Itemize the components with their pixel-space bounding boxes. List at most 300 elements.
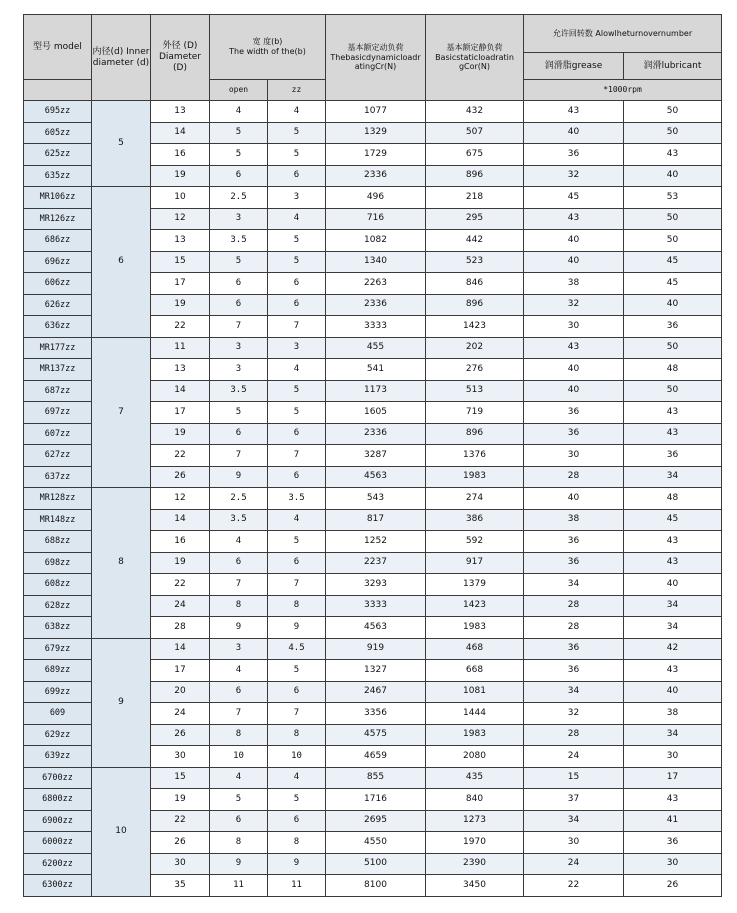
dynamic-load-cell: 8100 [326, 875, 426, 897]
width-open-cell: 7 [210, 703, 268, 725]
dynamic-load-cell: 855 [326, 767, 426, 789]
width-open-cell: 5 [210, 251, 268, 273]
dynamic-load-cell: 2263 [326, 273, 426, 295]
inner-diameter-cell: 8 [92, 488, 151, 639]
static-load-cell: 386 [426, 509, 524, 531]
width-open-cell: 6 [210, 273, 268, 295]
dynamic-load-cell: 3333 [326, 595, 426, 617]
model-cell: 6900zz [24, 810, 92, 832]
static-load-cell: 1379 [426, 574, 524, 596]
width-open-cell: 5 [210, 144, 268, 166]
oil-speed-cell: 40 [624, 574, 722, 596]
width-open-cell: 7 [210, 316, 268, 338]
width-open-cell: 3 [210, 208, 268, 230]
static-load-cell: 442 [426, 230, 524, 252]
model-cell: 637zz [24, 466, 92, 488]
grease-speed-cell: 24 [524, 746, 624, 768]
grease-speed-cell: 28 [524, 466, 624, 488]
static-load-cell: 523 [426, 251, 524, 273]
width-open-cell: 8 [210, 595, 268, 617]
static-load-cell: 668 [426, 660, 524, 682]
dynamic-load-cell: 496 [326, 187, 426, 209]
model-cell: 6800zz [24, 789, 92, 811]
static-load-cell: 3450 [426, 875, 524, 897]
outer-diameter-cell: 13 [151, 359, 210, 381]
outer-diameter-cell: 22 [151, 810, 210, 832]
width-open-cell: 9 [210, 853, 268, 875]
grease-speed-cell: 43 [524, 337, 624, 359]
outer-diameter-cell: 14 [151, 122, 210, 144]
model-cell: MR126zz [24, 208, 92, 230]
outer-diameter-cell: 26 [151, 466, 210, 488]
oil-speed-cell: 43 [624, 402, 722, 424]
model-cell: 698zz [24, 552, 92, 574]
grease-speed-cell: 36 [524, 402, 624, 424]
oil-speed-cell: 43 [624, 144, 722, 166]
width-zz-cell: 6 [268, 165, 326, 187]
oil-speed-cell: 50 [624, 122, 722, 144]
model-cell: 627zz [24, 445, 92, 467]
outer-diameter-cell: 22 [151, 445, 210, 467]
dynamic-load-cell: 1252 [326, 531, 426, 553]
width-open-cell: 3.5 [210, 230, 268, 252]
table-row [24, 488, 722, 510]
static-load-cell: 1423 [426, 595, 524, 617]
outer-diameter-cell: 15 [151, 251, 210, 273]
oil-speed-cell: 43 [624, 531, 722, 553]
grease-speed-cell: 36 [524, 660, 624, 682]
static-load-cell: 592 [426, 531, 524, 553]
oil-speed-cell: 40 [624, 165, 722, 187]
model-cell: 609 [24, 703, 92, 725]
static-load-cell: 846 [426, 273, 524, 295]
oil-speed-cell: 36 [624, 832, 722, 854]
dynamic-load-cell: 3356 [326, 703, 426, 725]
width-zz-cell: 5 [268, 251, 326, 273]
grease-speed-cell: 40 [524, 359, 624, 381]
oil-speed-cell: 43 [624, 423, 722, 445]
model-cell: 687zz [24, 380, 92, 402]
static-load-cell: 1983 [426, 724, 524, 746]
outer-diameter-cell: 26 [151, 724, 210, 746]
oil-speed-cell: 34 [624, 617, 722, 639]
header-unit: *1000rpm [524, 80, 722, 101]
oil-speed-cell: 36 [624, 445, 722, 467]
dynamic-load-cell: 2237 [326, 552, 426, 574]
outer-diameter-cell: 19 [151, 789, 210, 811]
oil-speed-cell: 50 [624, 337, 722, 359]
oil-speed-cell: 43 [624, 789, 722, 811]
static-load-cell: 2390 [426, 853, 524, 875]
oil-speed-cell: 48 [624, 488, 722, 510]
outer-diameter-cell: 19 [151, 294, 210, 316]
dynamic-load-cell: 4550 [326, 832, 426, 854]
dynamic-load-cell: 4575 [326, 724, 426, 746]
outer-diameter-cell: 12 [151, 488, 210, 510]
outer-diameter-cell: 17 [151, 660, 210, 682]
model-cell: 608zz [24, 574, 92, 596]
grease-speed-cell: 22 [524, 875, 624, 897]
grease-speed-cell: 30 [524, 832, 624, 854]
outer-diameter-cell: 13 [151, 101, 210, 123]
static-load-cell: 1983 [426, 466, 524, 488]
model-cell: 625zz [24, 144, 92, 166]
width-open-cell: 11 [210, 875, 268, 897]
inner-diameter-cell: 9 [92, 638, 151, 767]
outer-diameter-cell: 10 [151, 187, 210, 209]
width-zz-cell: 4 [268, 767, 326, 789]
model-cell: 626zz [24, 294, 92, 316]
model-cell: 689zz [24, 660, 92, 682]
header-inner-diameter: 内径(d) Inner diameter (d) [92, 15, 151, 101]
grease-speed-cell: 30 [524, 445, 624, 467]
oil-speed-cell: 50 [624, 101, 722, 123]
width-open-cell: 5 [210, 789, 268, 811]
static-load-cell: 507 [426, 122, 524, 144]
dynamic-load-cell: 2695 [326, 810, 426, 832]
model-cell: MR106zz [24, 187, 92, 209]
oil-speed-cell: 50 [624, 230, 722, 252]
width-zz-cell: 6 [268, 552, 326, 574]
static-load-cell: 1081 [426, 681, 524, 703]
model-cell: 688zz [24, 531, 92, 553]
grease-speed-cell: 37 [524, 789, 624, 811]
width-open-cell: 6 [210, 294, 268, 316]
grease-speed-cell: 38 [524, 273, 624, 295]
outer-diameter-cell: 17 [151, 402, 210, 424]
inner-diameter-cell: 6 [92, 187, 151, 338]
outer-diameter-cell: 19 [151, 423, 210, 445]
width-open-cell: 6 [210, 423, 268, 445]
width-zz-cell: 4.5 [268, 638, 326, 660]
outer-diameter-cell: 11 [151, 337, 210, 359]
header-static-load: 基本额定静负荷 Basicstaticloadratin gCor(N) [426, 15, 524, 101]
outer-diameter-cell: 30 [151, 746, 210, 768]
grease-speed-cell: 28 [524, 617, 624, 639]
dynamic-load-cell: 2336 [326, 165, 426, 187]
dynamic-load-cell: 543 [326, 488, 426, 510]
outer-diameter-cell: 28 [151, 617, 210, 639]
oil-speed-cell: 42 [624, 638, 722, 660]
grease-speed-cell: 45 [524, 187, 624, 209]
inner-diameter-cell: 7 [92, 337, 151, 488]
oil-speed-cell: 17 [624, 767, 722, 789]
width-zz-cell: 8 [268, 832, 326, 854]
width-open-cell: 2.5 [210, 187, 268, 209]
outer-diameter-cell: 12 [151, 208, 210, 230]
dynamic-load-cell: 1082 [326, 230, 426, 252]
model-cell: MR177zz [24, 337, 92, 359]
outer-diameter-cell: 14 [151, 509, 210, 531]
static-load-cell: 896 [426, 423, 524, 445]
static-load-cell: 719 [426, 402, 524, 424]
table-row [24, 187, 722, 209]
header-model-blank [24, 80, 92, 101]
header-width-zz: zz [268, 80, 326, 101]
outer-diameter-cell: 35 [151, 875, 210, 897]
oil-speed-cell: 53 [624, 187, 722, 209]
width-open-cell: 4 [210, 101, 268, 123]
width-open-cell: 10 [210, 746, 268, 768]
outer-diameter-cell: 16 [151, 144, 210, 166]
header-oil: 润滑lubricant [624, 53, 722, 80]
width-zz-cell: 5 [268, 230, 326, 252]
width-zz-cell: 9 [268, 853, 326, 875]
width-open-cell: 3 [210, 337, 268, 359]
grease-speed-cell: 40 [524, 380, 624, 402]
width-zz-cell: 5 [268, 122, 326, 144]
dynamic-load-cell: 919 [326, 638, 426, 660]
grease-speed-cell: 15 [524, 767, 624, 789]
oil-speed-cell: 34 [624, 595, 722, 617]
model-cell: 635zz [24, 165, 92, 187]
grease-speed-cell: 32 [524, 294, 624, 316]
width-zz-cell: 6 [268, 810, 326, 832]
width-zz-cell: 4 [268, 101, 326, 123]
width-zz-cell: 8 [268, 595, 326, 617]
outer-diameter-cell: 19 [151, 165, 210, 187]
table-row [24, 767, 722, 789]
width-zz-cell: 9 [268, 617, 326, 639]
grease-speed-cell: 40 [524, 488, 624, 510]
width-zz-cell: 6 [268, 273, 326, 295]
static-load-cell: 1376 [426, 445, 524, 467]
width-zz-cell: 4 [268, 208, 326, 230]
model-cell: 6700zz [24, 767, 92, 789]
static-load-cell: 276 [426, 359, 524, 381]
oil-speed-cell: 50 [624, 208, 722, 230]
static-load-cell: 295 [426, 208, 524, 230]
grease-speed-cell: 28 [524, 595, 624, 617]
static-load-cell: 202 [426, 337, 524, 359]
dynamic-load-cell: 3333 [326, 316, 426, 338]
width-zz-cell: 5 [268, 531, 326, 553]
grease-speed-cell: 34 [524, 810, 624, 832]
dynamic-load-cell: 541 [326, 359, 426, 381]
oil-speed-cell: 50 [624, 380, 722, 402]
oil-speed-cell: 41 [624, 810, 722, 832]
dynamic-load-cell: 5100 [326, 853, 426, 875]
width-open-cell: 7 [210, 574, 268, 596]
width-zz-cell: 3.5 [268, 488, 326, 510]
oil-speed-cell: 45 [624, 273, 722, 295]
static-load-cell: 1273 [426, 810, 524, 832]
width-open-cell: 3 [210, 359, 268, 381]
static-load-cell: 840 [426, 789, 524, 811]
oil-speed-cell: 40 [624, 681, 722, 703]
width-open-cell: 3.5 [210, 380, 268, 402]
dynamic-load-cell: 1173 [326, 380, 426, 402]
oil-speed-cell: 30 [624, 746, 722, 768]
grease-speed-cell: 32 [524, 703, 624, 725]
width-open-cell: 5 [210, 122, 268, 144]
model-cell: MR128zz [24, 488, 92, 510]
width-zz-cell: 8 [268, 724, 326, 746]
grease-speed-cell: 24 [524, 853, 624, 875]
width-zz-cell: 6 [268, 466, 326, 488]
dynamic-load-cell: 455 [326, 337, 426, 359]
dynamic-load-cell: 1077 [326, 101, 426, 123]
dynamic-load-cell: 1329 [326, 122, 426, 144]
width-zz-cell: 7 [268, 316, 326, 338]
header-width: 宽 度(b) The width of the(b) [210, 15, 326, 80]
grease-speed-cell: 43 [524, 101, 624, 123]
width-open-cell: 4 [210, 531, 268, 553]
grease-speed-cell: 40 [524, 230, 624, 252]
grease-speed-cell: 32 [524, 165, 624, 187]
model-cell: 695zz [24, 101, 92, 123]
grease-speed-cell: 34 [524, 574, 624, 596]
width-open-cell: 8 [210, 832, 268, 854]
static-load-cell: 896 [426, 165, 524, 187]
width-zz-cell: 3 [268, 337, 326, 359]
model-cell: 6200zz [24, 853, 92, 875]
grease-speed-cell: 36 [524, 144, 624, 166]
header-model: 型号 model [24, 15, 92, 80]
width-zz-cell: 5 [268, 144, 326, 166]
outer-diameter-cell: 13 [151, 230, 210, 252]
dynamic-load-cell: 3287 [326, 445, 426, 467]
table-row [24, 638, 722, 660]
bearing-spec-table [23, 14, 722, 897]
dynamic-load-cell: 1729 [326, 144, 426, 166]
width-zz-cell: 6 [268, 294, 326, 316]
inner-diameter-cell: 10 [92, 767, 151, 896]
grease-speed-cell: 36 [524, 552, 624, 574]
outer-diameter-cell: 22 [151, 316, 210, 338]
static-load-cell: 468 [426, 638, 524, 660]
width-zz-cell: 5 [268, 660, 326, 682]
model-cell: MR148zz [24, 509, 92, 531]
oil-speed-cell: 45 [624, 251, 722, 273]
static-load-cell: 2080 [426, 746, 524, 768]
outer-diameter-cell: 19 [151, 552, 210, 574]
header-dynamic-load: 基本额定动负荷 Thebasicdynamicloadr atingCr(N) [326, 15, 426, 101]
width-open-cell: 6 [210, 681, 268, 703]
dynamic-load-cell: 3293 [326, 574, 426, 596]
table-row [24, 337, 722, 359]
grease-speed-cell: 38 [524, 509, 624, 531]
static-load-cell: 274 [426, 488, 524, 510]
static-load-cell: 1983 [426, 617, 524, 639]
dynamic-load-cell: 2467 [326, 681, 426, 703]
static-load-cell: 1970 [426, 832, 524, 854]
oil-speed-cell: 34 [624, 724, 722, 746]
dynamic-load-cell: 1605 [326, 402, 426, 424]
oil-speed-cell: 45 [624, 509, 722, 531]
outer-diameter-cell: 26 [151, 832, 210, 854]
header-speed: 允许回转数 Alowlheturnovernumber [524, 15, 722, 53]
static-load-cell: 432 [426, 101, 524, 123]
dynamic-load-cell: 4659 [326, 746, 426, 768]
model-cell: 639zz [24, 746, 92, 768]
model-cell: 686zz [24, 230, 92, 252]
oil-speed-cell: 34 [624, 466, 722, 488]
width-open-cell: 4 [210, 767, 268, 789]
outer-diameter-cell: 30 [151, 853, 210, 875]
width-zz-cell: 7 [268, 703, 326, 725]
inner-diameter-cell: 5 [92, 101, 151, 187]
static-load-cell: 1423 [426, 316, 524, 338]
width-open-cell: 3.5 [210, 509, 268, 531]
width-zz-cell: 10 [268, 746, 326, 768]
grease-speed-cell: 43 [524, 208, 624, 230]
outer-diameter-cell: 15 [151, 767, 210, 789]
width-zz-cell: 3 [268, 187, 326, 209]
grease-speed-cell: 30 [524, 316, 624, 338]
width-open-cell: 6 [210, 165, 268, 187]
model-cell: 697zz [24, 402, 92, 424]
width-zz-cell: 5 [268, 789, 326, 811]
grease-speed-cell: 40 [524, 122, 624, 144]
static-load-cell: 675 [426, 144, 524, 166]
grease-speed-cell: 36 [524, 423, 624, 445]
width-open-cell: 2.5 [210, 488, 268, 510]
model-cell: 699zz [24, 681, 92, 703]
width-open-cell: 4 [210, 660, 268, 682]
header-grease: 润滑脂grease [524, 53, 624, 80]
static-load-cell: 218 [426, 187, 524, 209]
width-open-cell: 6 [210, 810, 268, 832]
width-open-cell: 8 [210, 724, 268, 746]
width-zz-cell: 6 [268, 423, 326, 445]
width-zz-cell: 5 [268, 380, 326, 402]
width-open-cell: 9 [210, 617, 268, 639]
outer-diameter-cell: 16 [151, 531, 210, 553]
table-row [24, 101, 722, 123]
oil-speed-cell: 43 [624, 552, 722, 574]
oil-speed-cell: 48 [624, 359, 722, 381]
outer-diameter-cell: 17 [151, 273, 210, 295]
static-load-cell: 896 [426, 294, 524, 316]
model-cell: 6300zz [24, 875, 92, 897]
oil-speed-cell: 36 [624, 316, 722, 338]
static-load-cell: 513 [426, 380, 524, 402]
outer-diameter-cell: 14 [151, 380, 210, 402]
static-load-cell: 917 [426, 552, 524, 574]
dynamic-load-cell: 2336 [326, 423, 426, 445]
dynamic-load-cell: 1716 [326, 789, 426, 811]
width-open-cell: 3 [210, 638, 268, 660]
dynamic-load-cell: 1327 [326, 660, 426, 682]
model-cell: MR137zz [24, 359, 92, 381]
dynamic-load-cell: 2336 [326, 294, 426, 316]
width-open-cell: 9 [210, 466, 268, 488]
model-cell: 638zz [24, 617, 92, 639]
header-outer-diameter: 外径 (D) Diameter (D) [151, 15, 210, 101]
outer-diameter-cell: 14 [151, 638, 210, 660]
dynamic-load-cell: 4563 [326, 617, 426, 639]
dynamic-load-cell: 4563 [326, 466, 426, 488]
grease-speed-cell: 36 [524, 638, 624, 660]
model-cell: 6000zz [24, 832, 92, 854]
model-cell: 605zz [24, 122, 92, 144]
width-zz-cell: 6 [268, 681, 326, 703]
width-zz-cell: 4 [268, 509, 326, 531]
model-cell: 636zz [24, 316, 92, 338]
width-open-cell: 6 [210, 552, 268, 574]
outer-diameter-cell: 24 [151, 595, 210, 617]
width-open-cell: 5 [210, 402, 268, 424]
width-zz-cell: 5 [268, 402, 326, 424]
header-width-open: open [210, 80, 268, 101]
model-cell: 607zz [24, 423, 92, 445]
outer-diameter-cell: 20 [151, 681, 210, 703]
oil-speed-cell: 26 [624, 875, 722, 897]
dynamic-load-cell: 1340 [326, 251, 426, 273]
model-cell: 696zz [24, 251, 92, 273]
oil-speed-cell: 40 [624, 294, 722, 316]
